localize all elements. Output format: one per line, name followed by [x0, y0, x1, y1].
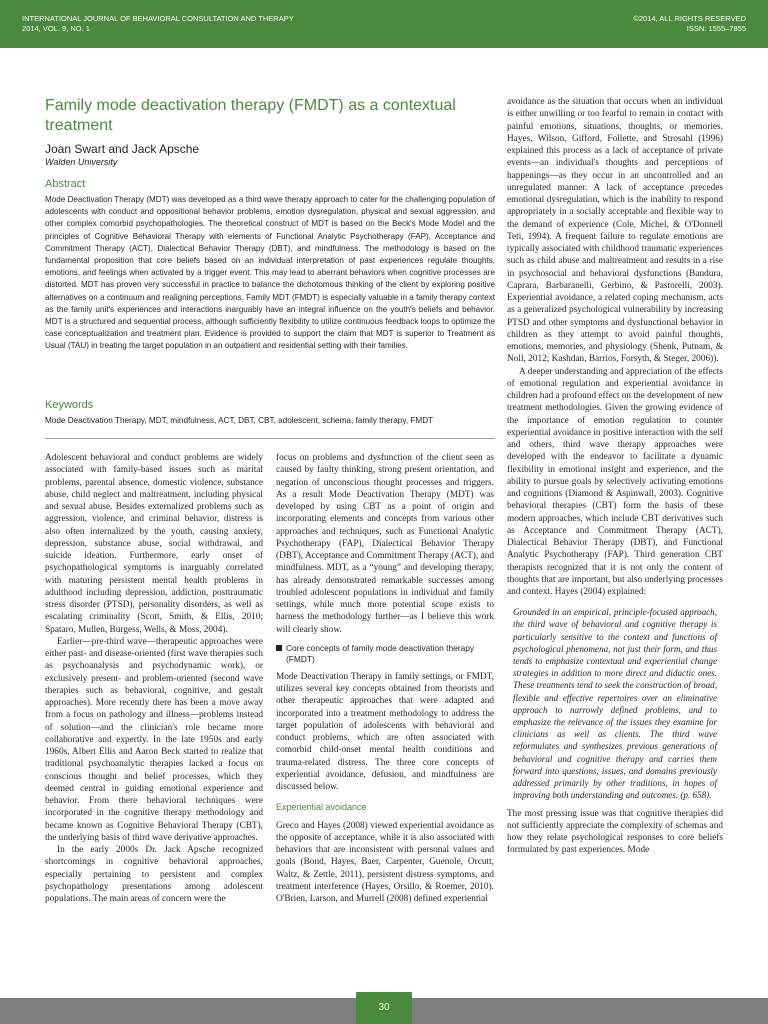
- subsection-heading: Experiential avoidance: [276, 802, 367, 813]
- section-heading-text: Core concepts of family mode deactivation therapy (FMDT): [286, 642, 475, 664]
- page-number: 30: [356, 992, 412, 1024]
- authors: Joan Swart and Jack Apsche: [45, 142, 200, 156]
- abstract-text: Mode Deactivation Therapy (MDT) was developed as a third wave therapy approach to cater for the challenging population of adolescents with conduct and oppositional behavior problems, emotion dysregulation, physical and sexual aggression, and other complex comorbid psychopathologies. The theoretical construct of MDT is based on the Beck's Mode Model and the principles of Cognitive Behavioral Therapy with elements of Functional Analytic Psychotherapy (FAP), Acceptance and Commitment Therapy (ACT), Dialectical Behavior Therapy (DBT), and mindfulness. The methodology is based on the fundamental proposition that core beliefs based on an individual interpretation of past experiences regulate thoughts, emotions, and feelings when activated by a trigger event. This may lead to aberrant behaviors when cognitive processes are distorted. MDT has proven very successful in practice to balance the dichotomous thinking of the client by exploring positive alternatives on a continuum and realigning perceptions. Family MDT (FMDT) is especially valuable in a family therapy context as the family unit's experiences and interactions inarguably have an integral influence on the youth's beliefs and behavior. MDT is a structured and sequential process, although sufficiently flexibility to utilize continuous feedback loops to optimize the case conceptualization and treatment plan. Evidence is provided to support the claim that MDT is superior to Treatment as Usual (TAU) in treating the target population in an outpatient and residential setting with their families.: [45, 195, 495, 351]
- paragraph: Greco and Hayes (2008) viewed experiential avoidance as the opposite of acceptance, while it is also associated with behaviors that are inconsistent with personal values and goals (Bond, Hayes, Baer, Carpenter, Guenole, Orcutt, Waltz, & Zettle, 2011), persistent distress symptoms, and treatment interference (Hayes, Orsillo, & Roemer, 2010). O'Brien, Larson, and Murrell (2008) defined experiential: [276, 820, 494, 904]
- paragraph: focus on problems and dysfunction of the client seen as caused by faulty thinking, strong present orientation, and negation of unconscious thought processes and triggers. As a result Mode Deactivation Therapy (MDT) was developed by using CBT as a point of origin and incorporating elements and concepts from various other approaches and techniques, such as Functional Analytic Psychotherapy (FAP), Dialectical Behavior Therapy (DBT), Acceptance and Commitment Therapy (ACT), and mindfulness. MDT, as a “young” and developing therapy, has already demonstrated remarkable successes among troubled adolescent populations in individual and family settings, while much more potential scope exists to harness the methodology further—as I believe this work will clearly show.: [276, 453, 494, 635]
- paragraph: In the early 2000s Dr. Jack Apsche recognized shortcomings in cognitive behavioral approaches, especially pertaining to persistent and complex psychopathology presentations among adolescent populations. The main areas of concern were the: [45, 845, 263, 904]
- affiliation: Walden University: [45, 157, 118, 167]
- paragraph: A deeper understanding and appreciation of the effects of emotional regulation and experiential avoidance in children had a profound effect on the development of new treatment methodologies. Given the growing evidence of the importance of emotion regulation to counter experiential avoidance in positive interaction with the self and others, third wave therapy approaches were developed with the endeavor to facilitate a dynamic flexibility in emotional insight and experience, and the ability to pursue goals by selectively activating emotions and cognitions (Diamond & Aspinwall, 2003). Cognitive behavioral therapies (CBT) form the basis of these modern approaches, which include CBT derivatives such as Acceptance and Commitment Therapy (ACT), Dialectical Behavior Therapy (DBT), and Functional Analytic Psychotherapy (FAP). Third generation CBT therapists recognized that it is not only the content of thoughts that are important, but also underlying processes and context. Hayes (2004) explained:: [507, 366, 723, 597]
- paragraph: Adolescent behavioral and conduct problems are widely associated with family-based issues such as marital problems, parental absence, domestic violence, substance abuse, child neglect and maltreatment, including physical and sexual abuse. Besides externalized problems such as aggression, violence, and criminal behavior, distress is also often internalized by the youth, causing anxiety, depression, substance abuse, social withdrawal, and suicide ideation. Furthermore, early onset of psychopathological symptoms is inarguably correlated with maturing persistent mental health problems in adulthood including depression, addiction, posttraumatic stress disorder (PTSD), personality disorders, as well as escalating criminality (Scott, Smith, & Ellis, 2010; Spataro, Mullen, Burgess, Wells, & Moss, 2004).: [45, 453, 263, 635]
- journal-header-bar: [0, 0, 768, 48]
- section-heading: [276, 643, 494, 665]
- journal-info: [22, 14, 294, 34]
- section-divider: [45, 438, 495, 439]
- body-column-1: [45, 452, 263, 905]
- body-column-3: [507, 96, 723, 857]
- article-title: Family mode deactivation therapy (FMDT) as a contextual treatment: [45, 97, 456, 134]
- copyright: ©2014, ALL RIGHTS RESERVED: [633, 14, 746, 23]
- journal-volume: 2014, VOL. 9, NO. 1: [22, 24, 90, 33]
- keywords-text: Mode Deactivation Therapy, MDT, mindfulness, ACT, DBT, CBT, adolescent, schema, family therapy, FMDT: [45, 416, 434, 425]
- keywords-heading: Keywords: [45, 399, 94, 411]
- bullet-square-icon: [276, 645, 282, 651]
- block-quote: Grounded in an empirical, principle-focused approach, the third wave of behavioral and cognitive therapy is particularly sensitive to the context and functions of psychological phenomena, not just their form, and thus tends to emphasize contextual and experiential change strategies in addition to more direct and didactic ones. These treatments tend to seek the construction of broad, flexible and effective repertoires over an eliminative approach to narrowly defined problems, and to emphasize the relevance of the issues they examine for clinicians as well as clients. The third wave reformulates and synthesizes previous generations of behavioral and cognitive therapy and carries them forward into questions, issues, and domains previously addressed primarily by other traditions, in hopes of improving both understanding and outcomes. (p. 658).: [513, 607, 717, 801]
- paragraph: Earlier—pre-third wave—therapeutic approaches were either past- and disease-oriented (first wave therapies such as psychoanalysis and psychodynamic work), or exclusively present- and problem-oriented (second wave therapies such as behavioral, cognitive, and gestalt approaches). More recently there has been a move away from a focus on pathology and illness—problems instead of solution—and the clinician's role became more collaborative and expertly. In the late 1950s and early 1960s, Albert Ellis and Aaron Beck started to realize that traditional psychoanalytic therapies lacked a focus on conscious thought and belief processes, which they deemed central in guiding emotional experience and behavior. From there behavioral techniques were incorporated in the cognitive therapy methodology and became known as Cognitive Behavioral Therapy (CBT), the underlying basis of third wave derivative approaches.: [45, 636, 263, 843]
- abstract-heading: Abstract: [45, 178, 86, 190]
- body-column-2: [276, 452, 494, 905]
- journal-name: INTERNATIONAL JOURNAL OF BEHAVIORAL CONSULTATION AND THERAPY: [22, 14, 294, 23]
- paragraph: avoidance as the situation that occurs when an individual is either unwilling or too fearful to remain in contact with painful emotions, situations, thoughts, or memories. Hayes, Wilson, Gifford, Follette, and Strosahl (1996) explained this process as a lack of acceptance of private events—an individual's thoughts and perceptions of happenings—as they occur in an uncontrolled and an unregulated manner. A lack of acceptance precedes emotional dysregulation, which is the inability to respond appropriately in a socially acceptable and flexible way to the demand of experience (Cole, Michel, & O'Donnell Teti, 1994). A frequent failure to regulate emotions are typically associated with childhood traumatic experiences such as child abuse and maltreatment and results in a rise in psychosocial and behavioral dysfunctions (Bandura, Caprara, Barbaranelli, Gerbino, & Pastorelli, 2003). Experiential avoidance, a related coping mechanism, acts as a generalized psychological vulnerability by increasing PTSD and other symptoms and dysfunctional behavior in children as they attempt to avoid painful thoughts, emotions, memories, and physiology (Shenk, Putnam, & Noll, 2012; Kashdan, Barrios, Forsyth, & Steger, 2006)).: [507, 97, 723, 365]
- paragraph: The most pressing issue was that cognitive therapies did not sufficiently appreciate the complexity of schemas and how they relate psychological responses to core beliefs formulated by past experiences. Mode: [507, 808, 723, 856]
- issn: ISSN: 1555–7855: [686, 24, 746, 33]
- paragraph: Mode Deactivation Therapy in family settings, or FMDT, utilizes several key concepts obtained from theorists and other therapeutic approaches that were adapted and incorporated into a treatment methodology to address the target population of adolescents with behavioral and conduct problems, which are often associated with comorbid child-onset mental health conditions and trauma-related distress. The three core concepts of experiential avoidance, defusion, and mindfulness are discussed below.: [276, 671, 494, 792]
- rights-info: [633, 14, 746, 34]
